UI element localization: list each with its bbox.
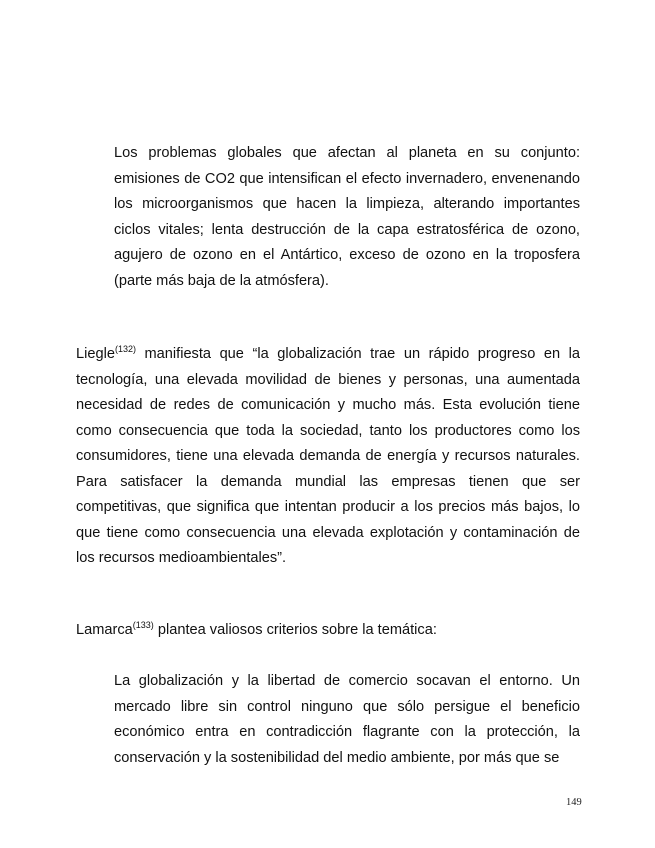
block-quote-global-problems — [114, 141, 580, 294]
footnote-reference: (133) — [132, 620, 154, 631]
paragraph-lamarca — [76, 618, 580, 644]
page-number: 149 — [566, 797, 582, 808]
footnote-reference: (132) — [114, 344, 136, 355]
block-quote-globalization — [114, 669, 580, 771]
paragraph-text: plantea valiosos criterios sobre la temática: — [153, 622, 437, 638]
paragraph-text: manifiesta que “la globalización trae un rápido progreso en la tecnología, una elevada movilidad de bienes y personas, una aumentada necesidad de redes de comunicación y mucho más. Esta evolución tiene como consecuencia que toda la sociedad, tanto los productores como los consumidores, tiene una elevada demanda de energía y recursos naturales. Para satisfacer la demanda mundial las empresas tienen que ser competitivas, que significa que intentan producir a los precios más bajos, lo que tiene como consecuencia una elevada explotación y contaminación de los recursos medioambientales”. — [76, 346, 580, 566]
block-quote-text: La globalización y la libertad de comercio socavan el entorno. Un mercado libre sin control ninguno que sólo persigue el beneficio económico entra en contradicción flagrante con la protección, la conservación y la sostenibilidad del medio ambiente, por más que se — [114, 673, 580, 766]
block-quote-text: Los problemas globales que afectan al planeta en su conjunto: emisiones de CO2 que intensifican el efecto invernadero, envenenando los microorganismos que hacen la limpieza, alterando importantes ciclos vitales; lenta destrucción de la capa estratosférica de ozono, agujero de ozono en el Antártico, exceso de ozono en la troposfera (parte más baja de la atmósfera). — [114, 145, 580, 289]
author-name: Lamarca — [76, 622, 133, 638]
author-name: Liegle — [76, 346, 115, 362]
paragraph-liegle — [76, 342, 580, 572]
